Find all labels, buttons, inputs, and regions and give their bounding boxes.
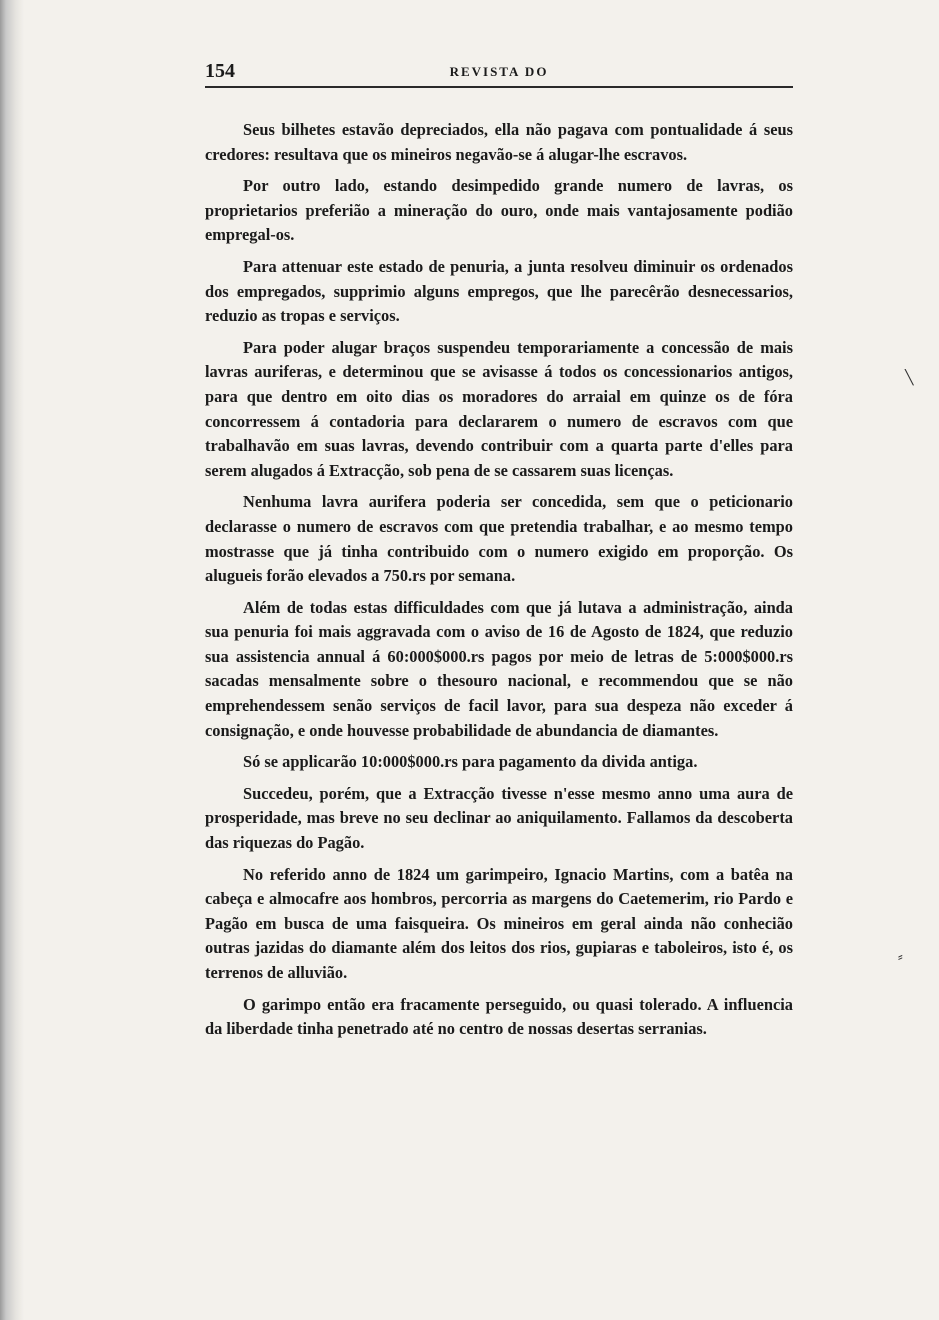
paragraph: Nenhuma lavra aurifera poderia ser concedida, sem que o peticionario declarasse o numero de escravos com que pretendia trabalhar, e ao mesmo tempo mostrasse que já tinha contribuido com o numero exigido em proporção. Os alugueis forão elevados a 750.rs por semana. — [205, 492, 793, 586]
page-body — [205, 118, 793, 1042]
paragraph: O garimpo então era fracamente perseguido, ou quasi tolerado. A influencia da liberdade tinha penetrado até no centro de nossas desertas serranias. — [205, 994, 793, 1039]
document-page — [205, 52, 793, 1049]
print-speck-mark: ╲ — [905, 370, 914, 386]
book-binding-edge — [0, 0, 24, 1320]
paragraph: Além de todas estas difficuldades com que já lutava a administração, ainda sua penuria foi mais aggravada com o aviso de 16 de Agosto de 1824, que reduzio sua assistencia annual á 60:000$000.rs pagos por meio de letras de 5:000$000.rs sacadas mensalmente sobre o thesouro nacional, e recommendou que se não emprehendessem senão serviços de facil lavor, para sua despeza não exceder á consignação, e onde houvesse probabilidade de abundancia de diamantes. — [205, 597, 793, 740]
paragraph: Succedeu, porém, que a Extracção tivesse n'esse mesmo anno uma aura de prosperidade, mas breve no seu declinar ao aniquilamento. Fallamos da descoberta das riquezas do Pagão. — [205, 783, 793, 853]
paragraph: Para poder alugar braços suspendeu temporariamente a concessão de mais lavras auriferas, e determinou que se avisasse á todos os concessionarios antigos, para que dentro em oito dias os moradores do arraial em quinze os de fóra concorressem á contadoria para declararem o numero de escravos com que trabalhavão em suas lavras, devendo contribuir com a quarta parte d'elles para serem alugados á Extracção, sob pena de se cassarem suas licenças. — [205, 337, 793, 480]
print-speck-mark: ⸗ — [898, 949, 903, 965]
paragraph: Por outro lado, estando desimpedido grande numero de lavras, os proprietarios preferião a mineração do ouro, onde mais vantajosamente podião empregal-os. — [205, 176, 793, 245]
paragraph: No referido anno de 1824 um garimpeiro, Ignacio Martins, com a batêa na cabeça e almocafre aos hombros, percorria as margens do Caetemerim, rio Pardo e Pagão em busca de uma faisqueira. Os mineiros em geral ainda não conhecião outras jazidas do diamante além dos leitos dos rios, gupiaras e taboleiros, isto é, os terrenos de alluvião. — [205, 864, 793, 982]
paragraph: Só se applicarão 10:000$000.rs para pagamento da divida antiga. — [243, 752, 698, 772]
paragraph: Para attenuar este estado de penuria, a junta resolveu diminuir os ordenados dos empregados, supprimio alguns empregos, que lhe parecêrão desnecessarios, reduzio as tropas e serviços. — [205, 256, 793, 326]
running-head: REVISTA DO — [449, 64, 549, 79]
page-header — [205, 52, 793, 88]
paragraph: Seus bilhetes estavão depreciados, ella não pagava com pontualidade á seus credores: resultava que os mineiros negavão-se á alugar-lhe escravos. — [205, 120, 793, 164]
page-number: 154 — [205, 60, 235, 82]
